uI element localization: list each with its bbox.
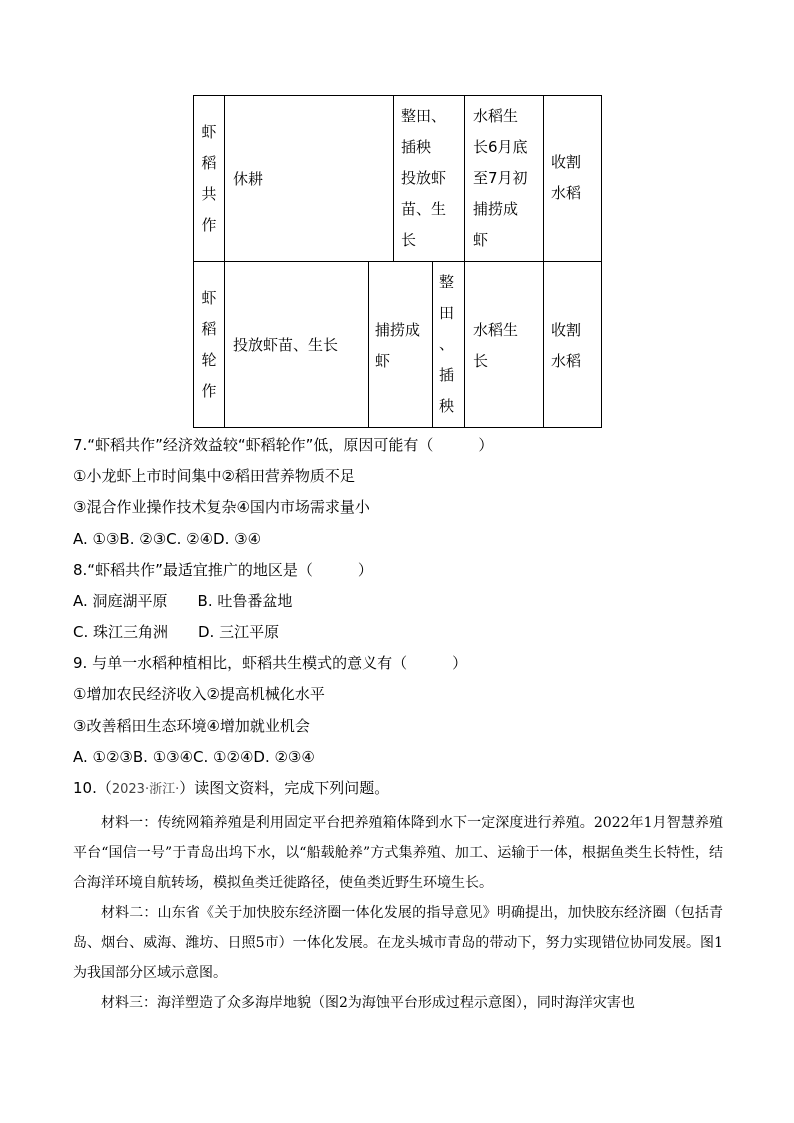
question-9-statement-2: ③改善稻田生态环境④增加就业机会	[73, 717, 310, 735]
shrimp-rice-table	[193, 95, 602, 428]
materials	[73, 808, 723, 1018]
question-7-options: A. ①③B. ②③C. ②④D. ③④	[73, 530, 262, 548]
question-9-stem: 9. 与单一水稻种植相比，虾稻共生模式的意义有（ ）	[73, 654, 468, 672]
question-10-text: ）读图文资料，完成下列问题。	[179, 779, 390, 797]
row2-label-char: 轮	[201, 351, 217, 369]
question-8-stem: 8.“虾稻共作”最适宜推广的地区是（ ）	[73, 561, 373, 579]
row1-rice-growth: 水稻生 长6月底 至7月初 捕捞成 虾	[473, 107, 528, 249]
question-10-source: 2023·浙江·	[111, 782, 180, 797]
row1-harvest: 收割 水稻	[551, 153, 582, 202]
question-7-statement-2: ③混合作业操作技术复杂④国内市场需求量小	[73, 498, 370, 516]
row1-fallow: 休耕	[233, 170, 264, 188]
row1-label-char: 虾	[201, 123, 217, 141]
material-2: 材料二：山东省《关于加快胶东经济圈一体化发展的指导意见》明确提出，加快胶东经济圈（包括青岛、烟台、威海、潍坊、日照5市）一体化发展。在龙头城市青岛的带动下，努力实现错位协同发展。图1为我国部分区域示意图。	[73, 905, 723, 981]
question-8-options-2: C. 珠江三角洲 D. 三江平原	[73, 623, 280, 641]
row2-label-char: 稻	[201, 320, 217, 338]
material-1: 材料一：传统网箱养殖是利用固定平台把养殖箱体降到水下一定深度进行养殖。2022年1月智慧养殖平台“国信一号”于青岛出坞下水，以“船载舱养”方式集养殖、加工、运输于一体，根据鱼类生长特性，结合海洋环境自航转场，模拟鱼类迁徙路径，使鱼类近野生环境生长。	[73, 815, 723, 891]
row2-catch-shrimp: 捕捞成 虾	[375, 321, 421, 370]
row1-label-char: 稻	[201, 154, 217, 172]
question-8-options-1: A. 洞庭湖平原 B. 吐鲁番盆地	[73, 592, 293, 610]
row1-transplant: 整田、 插秧 投放虾 苗、生 长	[401, 107, 447, 249]
row1-label-char: 作	[201, 216, 217, 234]
question-10-stem	[73, 777, 389, 801]
row2-shrimp-stocking: 投放虾苗、生长	[233, 336, 339, 354]
row1-label-char: 共	[201, 185, 217, 203]
question-9-statement-1: ①增加农民经济收入②提高机械化水平	[73, 685, 325, 703]
row2-rice-growth: 水稻生 长	[473, 321, 519, 370]
row1-label	[196, 117, 222, 241]
question-7-stem: 7.“虾稻共作”经济效益较“虾稻轮作”低，原因可能有（ ）	[73, 436, 494, 454]
material-3: 材料三：海洋塑造了众多海岸地貌（图2为海蚀平台形成过程示意图），同时海洋灾害也	[101, 995, 635, 1011]
row2-harvest: 收割 水稻	[551, 321, 582, 370]
row2-label-char: 作	[201, 382, 217, 400]
row2-label	[196, 283, 222, 407]
row2-label-char: 虾	[201, 289, 217, 307]
row2-transplant: 整 田 、 插 秧	[439, 273, 455, 415]
question-9-options: A. ①②③B. ①③④C. ①②④D. ②③④	[73, 748, 315, 766]
question-7-statement-1: ①小龙虾上市时间集中②稻田营养物质不足	[73, 467, 355, 485]
question-10-number: 10.（	[73, 779, 112, 797]
